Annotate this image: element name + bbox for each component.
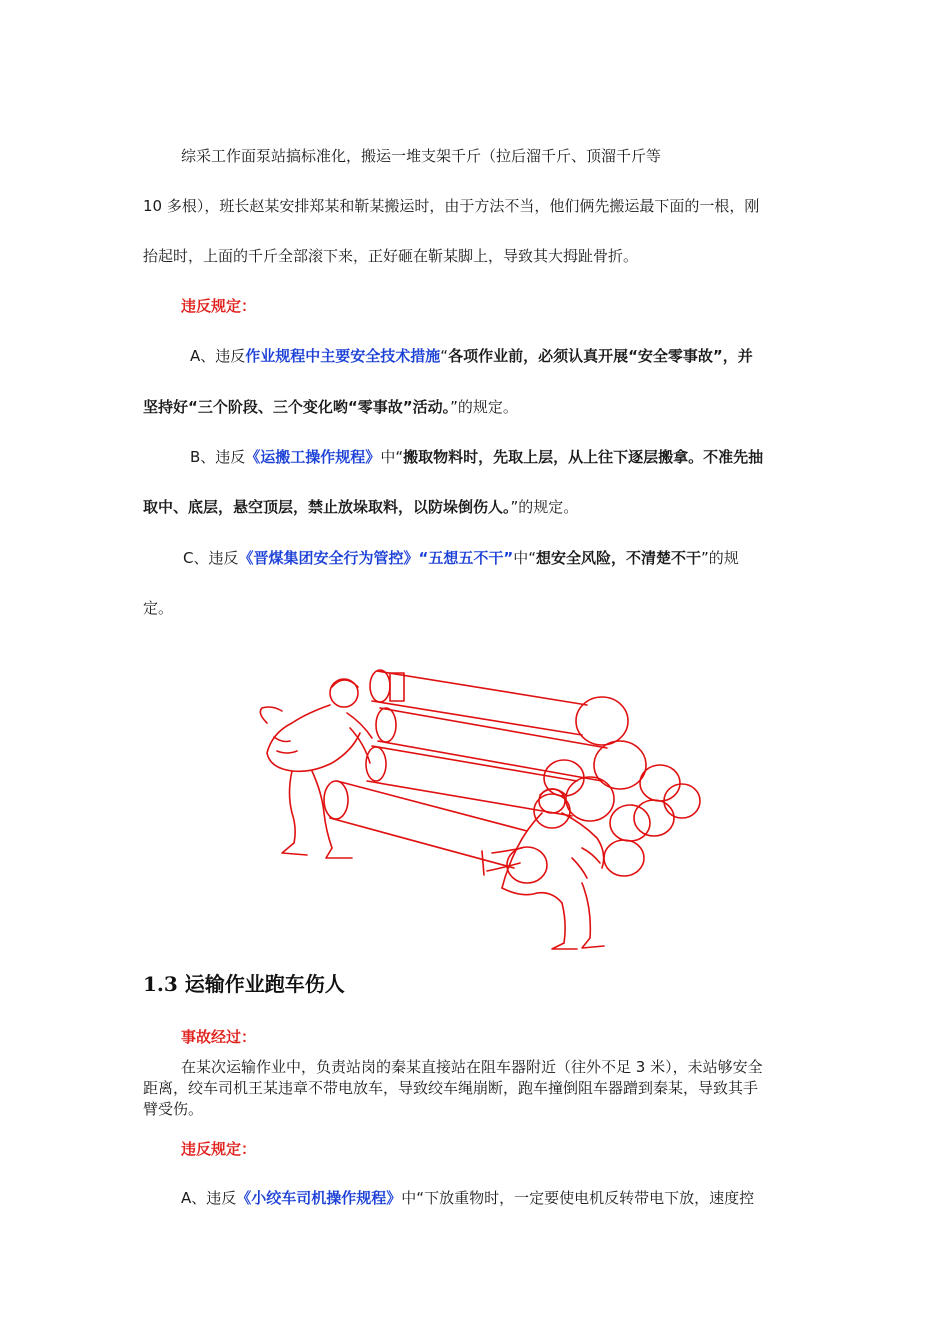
rule-b-prefix: B、违反 <box>190 448 246 466</box>
section-heading: 1.3 运输作业跑车伤人 <box>143 972 345 996</box>
rule-b-source: 《运搬工操作规程》 <box>245 448 381 466</box>
violation-label-2: 违反规定： <box>181 1140 257 1158</box>
accident-line-3: 臂受伤。 <box>143 1100 204 1118</box>
intro-line-1: 综采工作面泵站搞标准化，搬运一堆支架千斤（拉后溜千斤、顶溜千斤等 <box>181 147 662 165</box>
intro-line-2: 10 多根），班长赵某安排郑某和靳某搬运时，由于方法不当，他们俩先搬运最下面的一根，刚 <box>143 197 760 215</box>
cylinder-stack <box>324 670 700 883</box>
rule-a-text-2: 坚持好“三个阶段、三个变化哟“零事故”活动。 <box>143 398 451 416</box>
accident-line-1: 在某次运输作业中，负责站岗的秦某直接站在阻车器附近（往外不足 3 米），未站够安全 <box>181 1058 763 1076</box>
rule-b-line-2 <box>143 497 578 517</box>
accident-label: 事故经过： <box>181 1028 257 1046</box>
rule-b-text-1: 搬取物料时，先取上层，从上往下逐层搬拿。不准先抽 <box>403 448 764 466</box>
rule-c-prefix: C、违反 <box>183 549 239 567</box>
rule-a-source: 作业规程中主要安全技术措施 <box>245 347 441 365</box>
rule-c-line-1 <box>183 548 739 568</box>
rule-c-middle: 中“ <box>513 549 536 567</box>
rule-a-suffix: ”的规定。 <box>450 398 518 416</box>
left-worker-figure <box>260 679 372 858</box>
intro-line-3: 抬起时，上面的千斤全部滚下来，正好砸在靳某脚上，导致其大拇趾骨折。 <box>143 247 639 265</box>
rule-b-suffix: ”的规定。 <box>510 498 579 516</box>
rule-a2-middle: 中“ <box>401 1189 425 1207</box>
violation-label: 违反规定： <box>181 297 257 315</box>
workers-carrying-cylinders-illustration <box>252 653 702 953</box>
rule-a-line-1 <box>190 346 753 366</box>
rule-a-prefix: A、违反 <box>190 347 246 365</box>
rule-c-text-1: 想安全风险，不清楚不干 <box>535 549 701 567</box>
rule-a2-source: 《小绞车司机操作规程》 <box>236 1189 402 1207</box>
rule-b-line-1 <box>190 447 763 467</box>
rule-a2-text-1: 下放重物时，一定要使电机反转带电下放，速度控 <box>424 1189 755 1207</box>
rule-c-source: 《晋煤集团安全行为管控》“五想五不干” <box>238 549 514 567</box>
rule-a-quote-open: “ <box>440 347 449 365</box>
accident-line-2: 距离，绞车司机王某违章不带电放车，导致绞车绳崩断，跑车撞倒阻车器蹭到秦某，导致其手 <box>143 1079 759 1097</box>
rule-c-suffix-1: ”的规 <box>701 549 739 567</box>
rule-c-line-2: 定。 <box>143 599 174 617</box>
rule-a2-line-1 <box>181 1188 754 1208</box>
rule-a2-prefix: A、违反 <box>181 1189 237 1207</box>
rule-a-line-2 <box>143 397 518 417</box>
rule-a-text-1: 各项作业前，必须认真开展“安全零事故”，并 <box>448 347 753 365</box>
rule-b-middle: 中“ <box>380 448 404 466</box>
rule-b-text-2: 取中、底层，悬空顶层，禁止放垛取料，以防垛倒伤人。 <box>143 498 511 516</box>
right-worker-figure <box>482 789 604 949</box>
